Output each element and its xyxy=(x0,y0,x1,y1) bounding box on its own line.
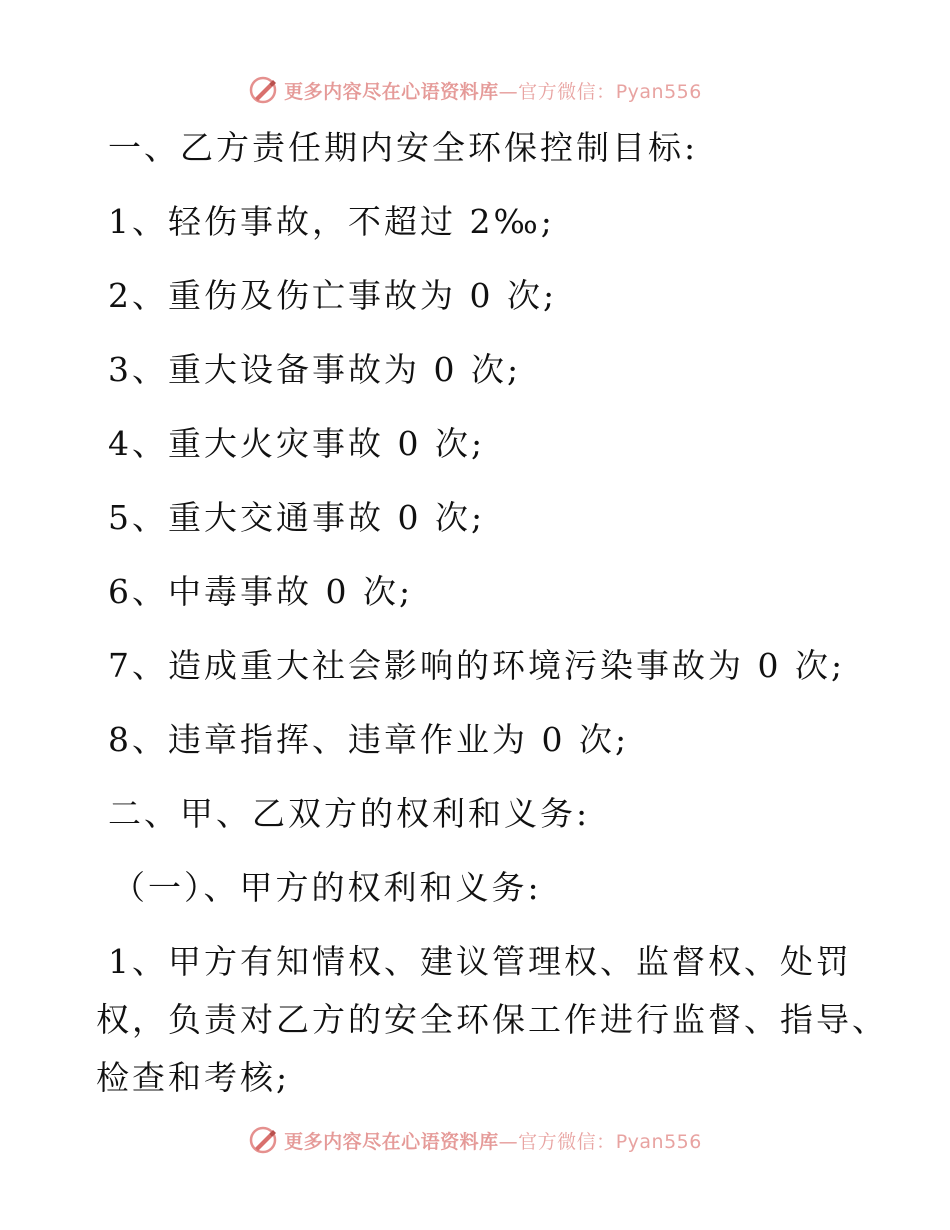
watermark-main-text: 更多内容尽在心语资料库 xyxy=(284,80,499,103)
section-heading-2: 二、甲、乙双方的权利和义务: xyxy=(108,794,591,833)
list-item: 4、重大火灾事故 0 次; xyxy=(108,424,486,463)
watermark-sub-text: 官方微信： xyxy=(518,1130,616,1153)
paragraph-line: 检查和考核; xyxy=(96,1058,291,1097)
list-item: 3、重大设备事故为 0 次; xyxy=(108,350,522,389)
list-item: 7、造成重大社会影响的环境污染事故为 0 次; xyxy=(108,646,846,685)
watermark-header xyxy=(0,70,950,110)
watermark-id: Pyan556 xyxy=(615,1130,702,1153)
watermark-id: Pyan556 xyxy=(615,80,702,103)
watermark-footer xyxy=(0,1120,950,1160)
watermark-main-text: 更多内容尽在心语资料库 xyxy=(284,1130,499,1153)
list-item: 6、中毒事故 0 次; xyxy=(108,572,414,611)
watermark-dash: — xyxy=(498,1130,519,1153)
pen-logo-icon xyxy=(248,75,278,105)
paragraph-line: 1、甲方有知情权、建议管理权、监督权、处罚 xyxy=(108,942,852,981)
list-item: 8、违章指挥、违章作业为 0 次; xyxy=(108,720,630,759)
list-item: 1、轻伤事故，不超过 2‰; xyxy=(108,202,555,241)
section-heading-1: 一、乙方责任期内安全环保控制目标: xyxy=(108,128,699,167)
watermark-dash: — xyxy=(498,80,519,103)
subsection-heading: （一）、甲方的权利和义务: xyxy=(112,868,542,907)
pen-logo-icon xyxy=(248,1125,278,1155)
list-item: 2、重伤及伤亡事故为 0 次; xyxy=(108,276,558,315)
paragraph-line: 权，负责对乙方的安全环保工作进行监督、指导、 xyxy=(96,1000,888,1039)
list-item: 5、重大交通事故 0 次; xyxy=(108,498,486,537)
watermark-sub-text: 官方微信： xyxy=(518,80,616,103)
